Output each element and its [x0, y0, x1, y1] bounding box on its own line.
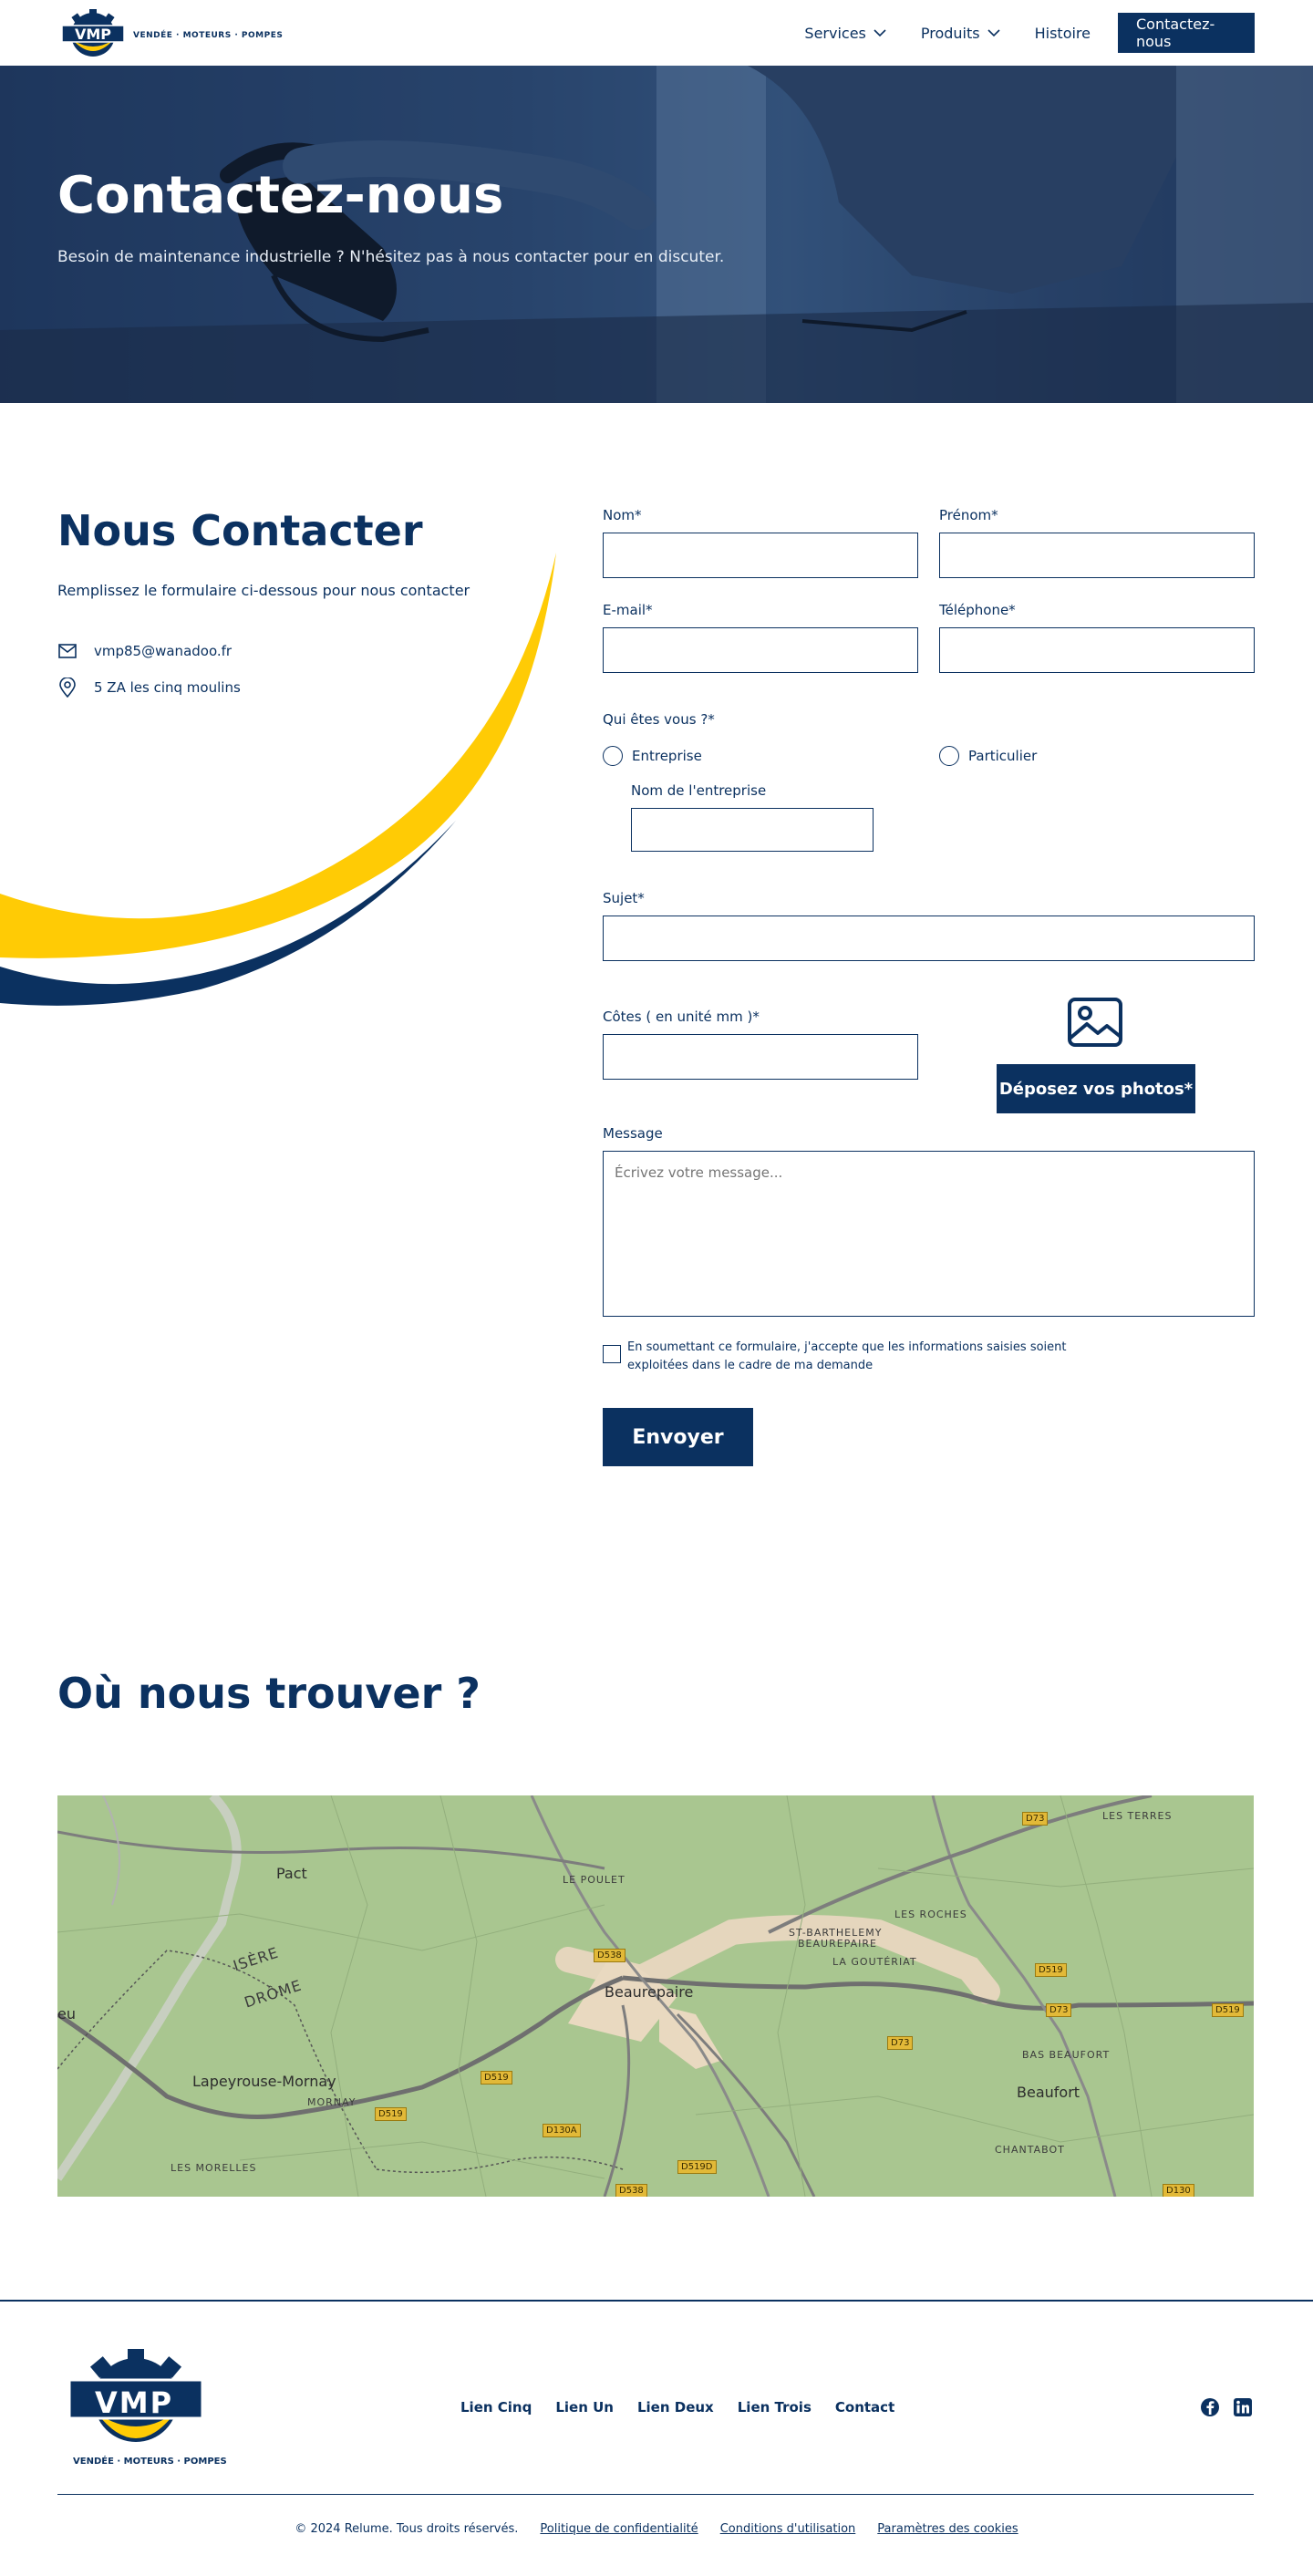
map-label: Beaufort — [1017, 2084, 1080, 2101]
map-label: CHANTABOT — [995, 2144, 1065, 2156]
map-label: LA GOUTÉRIAT — [832, 1956, 917, 1968]
radio-circle — [939, 746, 959, 766]
map-label: Lapeyrouse-Mornay — [192, 2073, 336, 2090]
hero-subtitle: Besoin de maintenance industrielle ? N'hésitez pas à nous contacter pour en discuter. — [57, 248, 725, 266]
upload-photos-button[interactable]: Déposez vos photos* — [997, 1064, 1195, 1113]
map-label: MORNAY — [307, 2096, 357, 2108]
road-badge: D519 — [481, 2071, 512, 2085]
company-input[interactable] — [631, 808, 874, 852]
consent-checkbox[interactable] — [603, 1345, 621, 1363]
road-badge: D519 — [1212, 2003, 1244, 2017]
sujet-input[interactable] — [603, 916, 1255, 961]
map-label: LES TERRES — [1102, 1810, 1173, 1822]
contact-email-row[interactable] — [57, 641, 232, 661]
nav-produits-label: Produits — [920, 24, 980, 42]
nav-contact-button[interactable]: Contactez-nous — [1118, 13, 1255, 53]
contact-address-row — [57, 678, 241, 698]
logo-text: VMP — [75, 26, 112, 43]
footer-links — [460, 2399, 918, 2416]
chevron-down-icon — [874, 28, 886, 37]
radio-circle — [603, 746, 623, 766]
road-badge: D73 — [1022, 1812, 1048, 1826]
nav-histoire[interactable] — [1035, 25, 1091, 42]
radio-entreprise[interactable] — [603, 746, 702, 766]
road-badge: D130 — [1163, 2184, 1194, 2197]
logo[interactable] — [58, 7, 283, 58]
hero-banner — [0, 66, 1313, 403]
cotes-input[interactable] — [603, 1034, 918, 1080]
map-label: eu — [57, 2005, 76, 2023]
sujet-label: Sujet* — [603, 890, 645, 906]
copyright: © 2024 Relume. Tous droits réservés. — [295, 2522, 519, 2536]
contact-subtitle: Remplissez le formulaire ci-dessous pour nous contacter — [57, 582, 470, 599]
nav-produits[interactable] — [921, 25, 1000, 42]
footer-link[interactable]: Contact — [834, 2399, 895, 2416]
map-title: Où nous trouver ? — [57, 1669, 481, 1718]
submit-button[interactable]: Envoyer — [603, 1408, 753, 1466]
map-pin-icon — [57, 678, 78, 698]
radio-particulier-label: Particulier — [968, 748, 1038, 764]
footer-divider — [0, 2300, 1313, 2302]
consent-text: En soumettant ce formulaire, j'accepte que les informations saisies soient exploitées dans le cadre de ma demande — [627, 1340, 1067, 1372]
map-label: LES ROCHES — [894, 1909, 967, 1920]
footer-link[interactable]: Lien Un — [555, 2399, 614, 2416]
road-badge: D73 — [1046, 2003, 1071, 2017]
map-label: LE POULET — [563, 1874, 625, 1886]
map-label: Beaurepaire — [605, 1983, 694, 2001]
facebook-icon[interactable] — [1200, 2397, 1220, 2417]
road-badge: D538 — [594, 1949, 625, 1962]
message-textarea[interactable] — [603, 1151, 1255, 1317]
contact-address: 5 ZA les cinq moulins — [94, 679, 241, 696]
map-embed[interactable] — [57, 1795, 1254, 2197]
radio-entreprise-label: Entreprise — [632, 748, 702, 764]
nav-histoire-label: Histoire — [1034, 24, 1091, 42]
map-label: DRÔME — [242, 1976, 305, 2012]
road-badge: D130A — [543, 2124, 581, 2137]
contact-email: vmp85@wanadoo.fr — [94, 643, 233, 659]
chevron-down-icon — [987, 28, 1000, 37]
road-badge: D73 — [887, 2036, 913, 2050]
top-nav — [0, 0, 1313, 66]
map-label: ST-BARTHELEMY — [789, 1927, 883, 1939]
footer-logo-tagline: VENDÉE · MOTEURS · POMPES — [73, 2457, 227, 2467]
decorative-swoosh — [0, 529, 565, 1021]
map-label: BAS BEAUFORT — [1022, 2049, 1111, 2061]
image-icon — [1067, 997, 1123, 1048]
prenom-label: Prénom* — [939, 507, 998, 523]
email-label: E-mail* — [603, 602, 653, 618]
email-input[interactable] — [603, 627, 918, 673]
telephone-label: Téléphone* — [939, 602, 1016, 618]
mail-icon — [57, 641, 78, 661]
logo-tagline: VENDÉE · MOTEURS · POMPES — [133, 31, 284, 40]
road-badge: D519D — [677, 2160, 717, 2174]
road-badge: D519 — [375, 2107, 407, 2121]
contact-title: Nous Contacter — [57, 506, 423, 555]
terms-link[interactable]: Conditions d'utilisation — [719, 2522, 856, 2536]
footer-link[interactable]: Lien Cinq — [460, 2399, 532, 2416]
footer-logo[interactable] — [66, 2345, 227, 2477]
hero-title: Contactez-nous — [57, 166, 504, 225]
map-label: BEAUREPAIRE — [798, 1938, 877, 1950]
prenom-input[interactable] — [939, 533, 1255, 578]
road-badge: D519 — [1035, 1963, 1067, 1977]
map-label: LES MORELLES — [171, 2162, 257, 2174]
footer-divider-2 — [57, 2494, 1254, 2495]
footer-logo-text: VMP — [95, 2385, 174, 2420]
nav-links — [770, 13, 1255, 53]
company-label: Nom de l'entreprise — [631, 782, 767, 799]
footer-link[interactable]: Lien Deux — [636, 2399, 714, 2416]
privacy-link[interactable]: Politique de confidentialité — [540, 2522, 698, 2536]
footer-link[interactable]: Lien Trois — [737, 2399, 812, 2416]
nav-services[interactable] — [804, 25, 885, 42]
map-label: Pact — [276, 1865, 307, 1882]
linkedin-icon[interactable] — [1233, 2397, 1253, 2417]
map-label: ISÈRE — [231, 1943, 281, 1975]
hero-photo — [0, 66, 1313, 403]
nom-input[interactable] — [603, 533, 918, 578]
who-label: Qui êtes vous ?* — [603, 711, 715, 728]
telephone-input[interactable] — [939, 627, 1255, 673]
legal-bar — [0, 2522, 1313, 2536]
message-label: Message — [603, 1125, 663, 1142]
nom-label: Nom* — [603, 507, 642, 523]
cookies-link[interactable]: Paramètres des cookies — [877, 2522, 1018, 2536]
radio-particulier[interactable] — [939, 746, 1037, 766]
cotes-label: Côtes ( en unité mm )* — [603, 1009, 760, 1025]
road-badge: D538 — [615, 2184, 647, 2197]
nav-services-label: Services — [804, 24, 866, 42]
